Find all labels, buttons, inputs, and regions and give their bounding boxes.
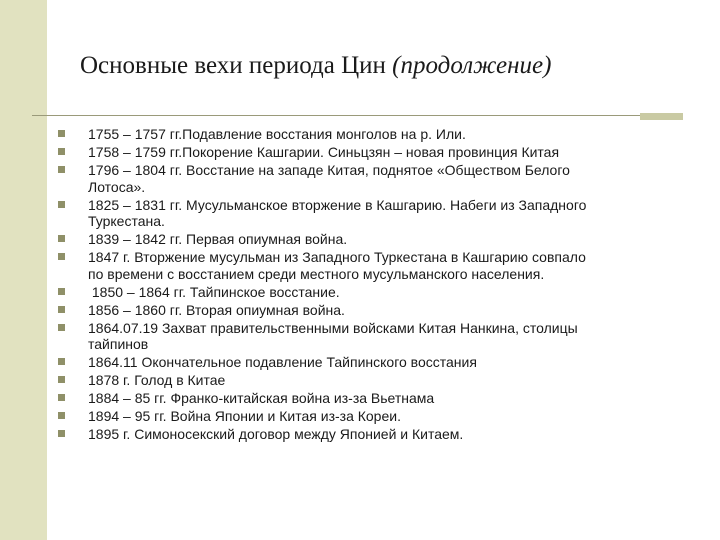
slide-title-subtitle: (продолжение) <box>392 52 552 79</box>
square-bullet-icon <box>58 430 65 437</box>
list-item-text: 1878 г. Голод в Китае <box>88 372 226 388</box>
list-item <box>58 284 698 301</box>
square-bullet-icon <box>58 376 65 383</box>
square-bullet-icon <box>58 394 65 401</box>
square-bullet-icon <box>58 358 65 365</box>
list-item-text: 1839 – 1842 гг. Первая опиумная война. <box>88 231 348 247</box>
list-item-text: 1864.11 Окончательное подавление Тайпинского восстания <box>88 354 477 370</box>
list-item <box>58 302 698 319</box>
list-item <box>58 231 698 248</box>
square-bullet-icon <box>58 253 65 260</box>
square-bullet-icon <box>58 201 65 208</box>
list-item <box>58 372 698 389</box>
list-item <box>58 162 698 195</box>
list-item <box>58 408 698 425</box>
list-item <box>58 320 698 353</box>
list-item-text: 1758 – 1759 гг.Покорение Кашгарии. Синьцзян – новая провинция Китая <box>88 144 560 160</box>
title-divider <box>32 115 640 116</box>
list-item <box>58 197 698 230</box>
title-divider-accent <box>640 113 683 120</box>
square-bullet-icon <box>58 130 65 137</box>
square-bullet-icon <box>58 166 65 173</box>
left-decorative-band <box>0 0 47 540</box>
list-item-text: 1850 – 1864 гг. Тайпинское восстание. <box>88 283 340 300</box>
list-item <box>58 426 698 443</box>
list-item-text: 1864.07.19 Захват правительственными войсками Китая Нанкина, столицы тайпинов <box>88 319 578 352</box>
list-item-text: 1847 г. Вторжение мусульман из Западного Туркестана в Кашгарию совпало по времени с восстанием среди местного мусульманского населения. <box>88 249 586 282</box>
list-item <box>58 249 698 282</box>
list-item-text: 1755 – 1757 гг.Подавление восстания монголов на р. Или. <box>88 126 466 142</box>
list-item-text: 1894 – 95 гг. Война Японии и Китая из-за Кореи. <box>88 408 401 424</box>
list-item <box>58 144 698 161</box>
list-item-text: 1796 – 1804 гг. Восстание на западе Китая, поднятое «Обществом Белого Лотоса». <box>88 162 570 195</box>
square-bullet-icon <box>58 412 65 419</box>
list-item-text: 1884 – 85 гг. Франко-китайская война из-за Вьетнама <box>88 390 435 406</box>
slide-title-main: Основные вехи периода Цин <box>80 52 386 79</box>
list-item <box>58 390 698 407</box>
list-item <box>58 354 698 371</box>
square-bullet-icon <box>58 148 65 155</box>
list-item-text: 1825 – 1831 гг. Мусульманское вторжение в Кашгарию. Набеги из Западного Туркестана. <box>88 196 587 229</box>
list-item-text: 1895 г. Симоносекский договор между Японией и Китаем. <box>88 426 464 442</box>
square-bullet-icon <box>58 288 65 295</box>
square-bullet-icon <box>58 306 65 313</box>
list-item <box>58 126 698 143</box>
square-bullet-icon <box>58 324 65 331</box>
slide-title <box>80 52 551 80</box>
square-bullet-icon <box>58 235 65 242</box>
list-item-text: 1856 – 1860 гг. Вторая опиумная война. <box>88 301 345 318</box>
events-list <box>58 126 698 444</box>
